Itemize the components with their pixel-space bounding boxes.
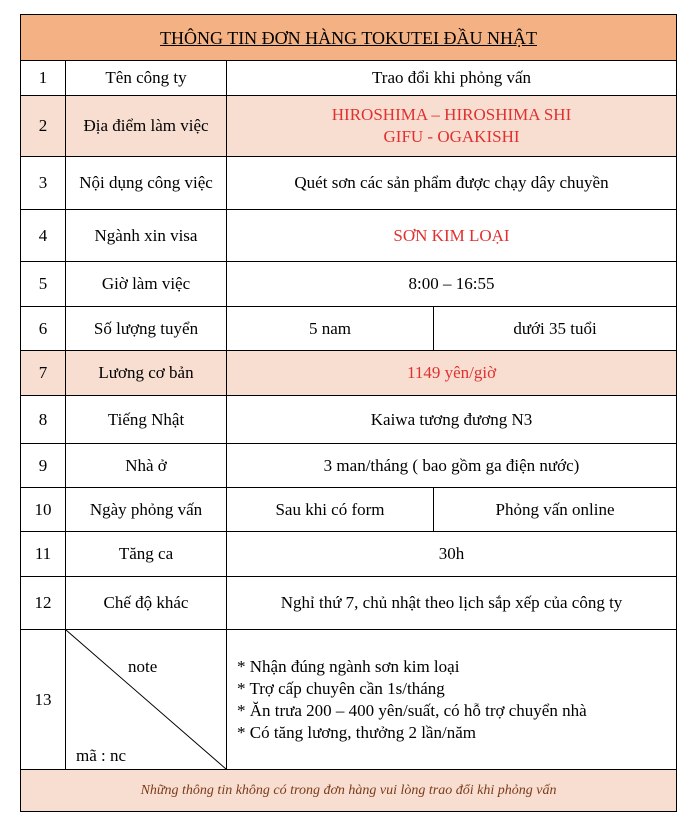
row-label: Ngành xin visa <box>66 210 227 262</box>
row-value: 8:00 – 16:55 <box>227 262 677 307</box>
row-value-b: dưới 35 tuổi <box>434 307 677 351</box>
table-footer-row <box>21 770 677 812</box>
row-label: Địa điểm làm việc <box>66 96 227 157</box>
row-value: Quét sơn các sản phẩm được chạy dây chuyền <box>227 157 677 210</box>
row-value: 30h <box>227 532 677 577</box>
location-line: HIROSHIMA – HIROSHIMA SHI <box>331 105 572 124</box>
row-value: 1149 yên/giờ <box>227 351 677 396</box>
table-row <box>21 396 677 444</box>
row-number: 4 <box>21 210 66 262</box>
row-label: Chế độ khác <box>66 577 227 630</box>
table-row <box>21 532 677 577</box>
note-item: * Ăn trưa 200 – 400 yên/suất, có hỗ trợ chuyển nhà <box>237 700 587 720</box>
note-item: * Có tăng lương, thưởng 2 lần/năm <box>237 722 476 742</box>
table-title: THÔNG TIN ĐƠN HÀNG TOKUTEI ĐẦU NHẬT <box>21 15 677 61</box>
row-label: Tăng ca <box>66 532 227 577</box>
row-number: 1 <box>21 61 66 96</box>
row-value: Trao đổi khi phỏng vấn <box>227 61 677 96</box>
table-header-row <box>21 15 677 61</box>
row-number: 6 <box>21 307 66 351</box>
row-number: 11 <box>21 532 66 577</box>
row-value: Kaiwa tương đương N3 <box>227 396 677 444</box>
table-row <box>21 444 677 488</box>
row-number: 5 <box>21 262 66 307</box>
row-value: Nghỉ thứ 7, chủ nhật theo lịch sắp xếp của công ty <box>227 577 677 630</box>
row-label: Giờ làm việc <box>66 262 227 307</box>
note-label: note <box>128 657 158 676</box>
row-label: Nội dụng công việc <box>66 157 227 210</box>
table-row <box>21 307 677 351</box>
footer-note: Những thông tin không có trong đơn hàng vui lòng trao đổi khi phỏng vấn <box>21 770 677 812</box>
row-label: Ngày phỏng vấn <box>66 488 227 532</box>
row-label: Tiếng Nhật <box>66 396 227 444</box>
row-value-b: Phỏng vấn online <box>434 488 677 532</box>
location-line: GIFU - OGAKISHI <box>383 127 520 146</box>
table-row <box>21 630 677 770</box>
table-row <box>21 488 677 532</box>
code-label: mã : nc <box>76 746 127 765</box>
row-number: 9 <box>21 444 66 488</box>
table-row <box>21 210 677 262</box>
row-value: 3 man/tháng ( bao gồm ga điện nước) <box>227 444 677 488</box>
table-row <box>21 157 677 210</box>
row-number: 8 <box>21 396 66 444</box>
row-label: Tên công ty <box>66 61 227 96</box>
row-value-a: Sau khi có form <box>227 488 434 532</box>
row-label: Số lượng tuyển <box>66 307 227 351</box>
row-number: 2 <box>21 96 66 157</box>
row-value: SƠN KIM LOẠI <box>227 210 677 262</box>
table-row <box>21 61 677 96</box>
job-order-table <box>20 14 677 812</box>
row-value-a: 5 nam <box>227 307 434 351</box>
row-number: 13 <box>21 630 66 770</box>
table-row <box>21 577 677 630</box>
row-label: Nhà ở <box>66 444 227 488</box>
note-item: * Trợ cấp chuyên cần 1s/tháng <box>237 678 445 698</box>
table-row <box>21 96 677 157</box>
row-number: 3 <box>21 157 66 210</box>
table-row <box>21 262 677 307</box>
notes-cell <box>227 630 677 770</box>
table-row <box>21 351 677 396</box>
row-number: 10 <box>21 488 66 532</box>
diagonal-header-cell <box>66 630 227 770</box>
row-number: 12 <box>21 577 66 630</box>
row-label: Lương cơ bản <box>66 351 227 396</box>
row-number: 7 <box>21 351 66 396</box>
row-value <box>227 96 677 157</box>
note-item: * Nhận đúng ngành sơn kim loại <box>237 656 460 676</box>
